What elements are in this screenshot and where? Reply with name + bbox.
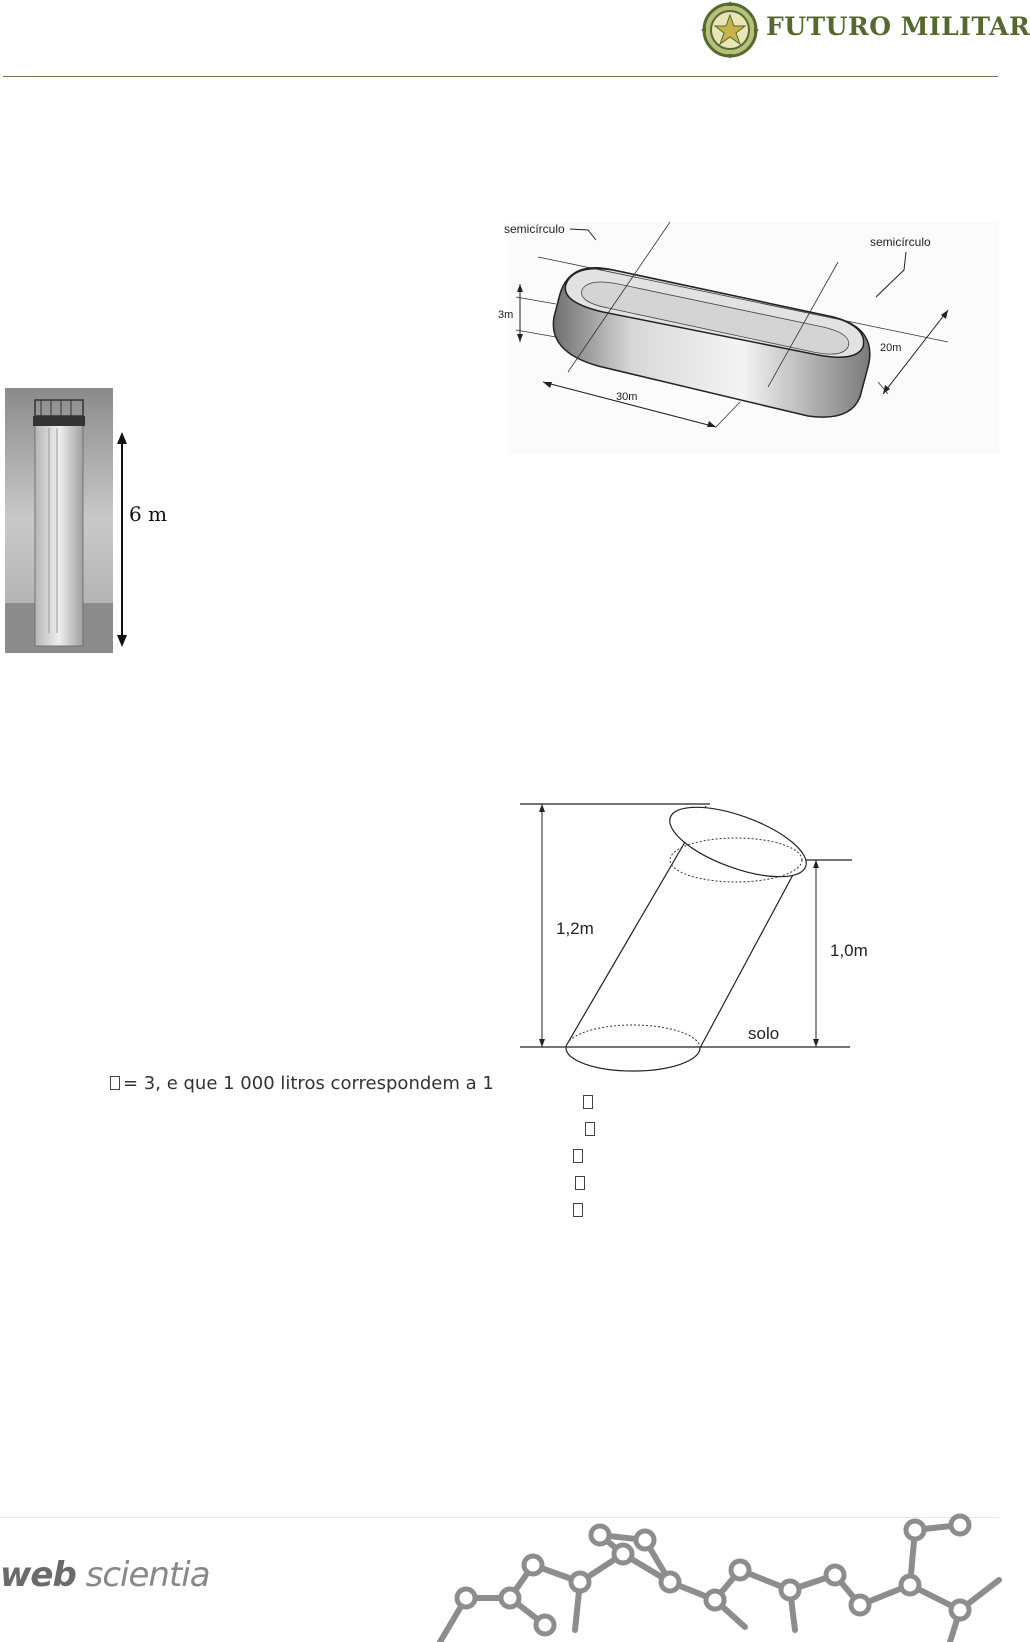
footer-brand-part2: scientia bbox=[85, 1555, 210, 1595]
missing-glyph-icon bbox=[575, 1176, 587, 1190]
water-tower-figure bbox=[5, 388, 175, 653]
height-label: 3m bbox=[498, 309, 514, 321]
width-label: 20m bbox=[880, 342, 902, 354]
header-divider bbox=[3, 76, 998, 77]
missing-glyph-icon bbox=[110, 1076, 120, 1090]
reservoir-figure bbox=[498, 222, 999, 454]
semicircle-left-label: semicírculo bbox=[504, 222, 565, 236]
ground-label: solo bbox=[748, 1024, 780, 1043]
brand-name: FUTURO MILITAR bbox=[766, 12, 1030, 41]
missing-glyph-icon bbox=[583, 1095, 595, 1109]
oblique-cylinder-figure bbox=[520, 796, 880, 1086]
tower-height-label: 6 m bbox=[129, 502, 168, 526]
missing-glyph-icon bbox=[573, 1203, 585, 1217]
molecule-decoration-icon bbox=[440, 1510, 999, 1642]
pi-note-content: = 3, e que 1 000 litros correspondem a 1 bbox=[123, 1073, 494, 1094]
missing-glyph-icon bbox=[573, 1149, 585, 1163]
missing-glyph-icon bbox=[585, 1122, 597, 1136]
footer-brand bbox=[0, 1555, 210, 1595]
length-label: 30m bbox=[616, 391, 638, 403]
right-height-label: 1,0m bbox=[830, 941, 868, 960]
pi-note-text bbox=[110, 1073, 494, 1094]
left-height-label: 1,2m bbox=[556, 919, 594, 938]
brand-logo-icon bbox=[700, 0, 760, 60]
semicircle-right-label: semicírculo bbox=[870, 235, 931, 249]
footer-brand-part1: web bbox=[0, 1555, 76, 1595]
